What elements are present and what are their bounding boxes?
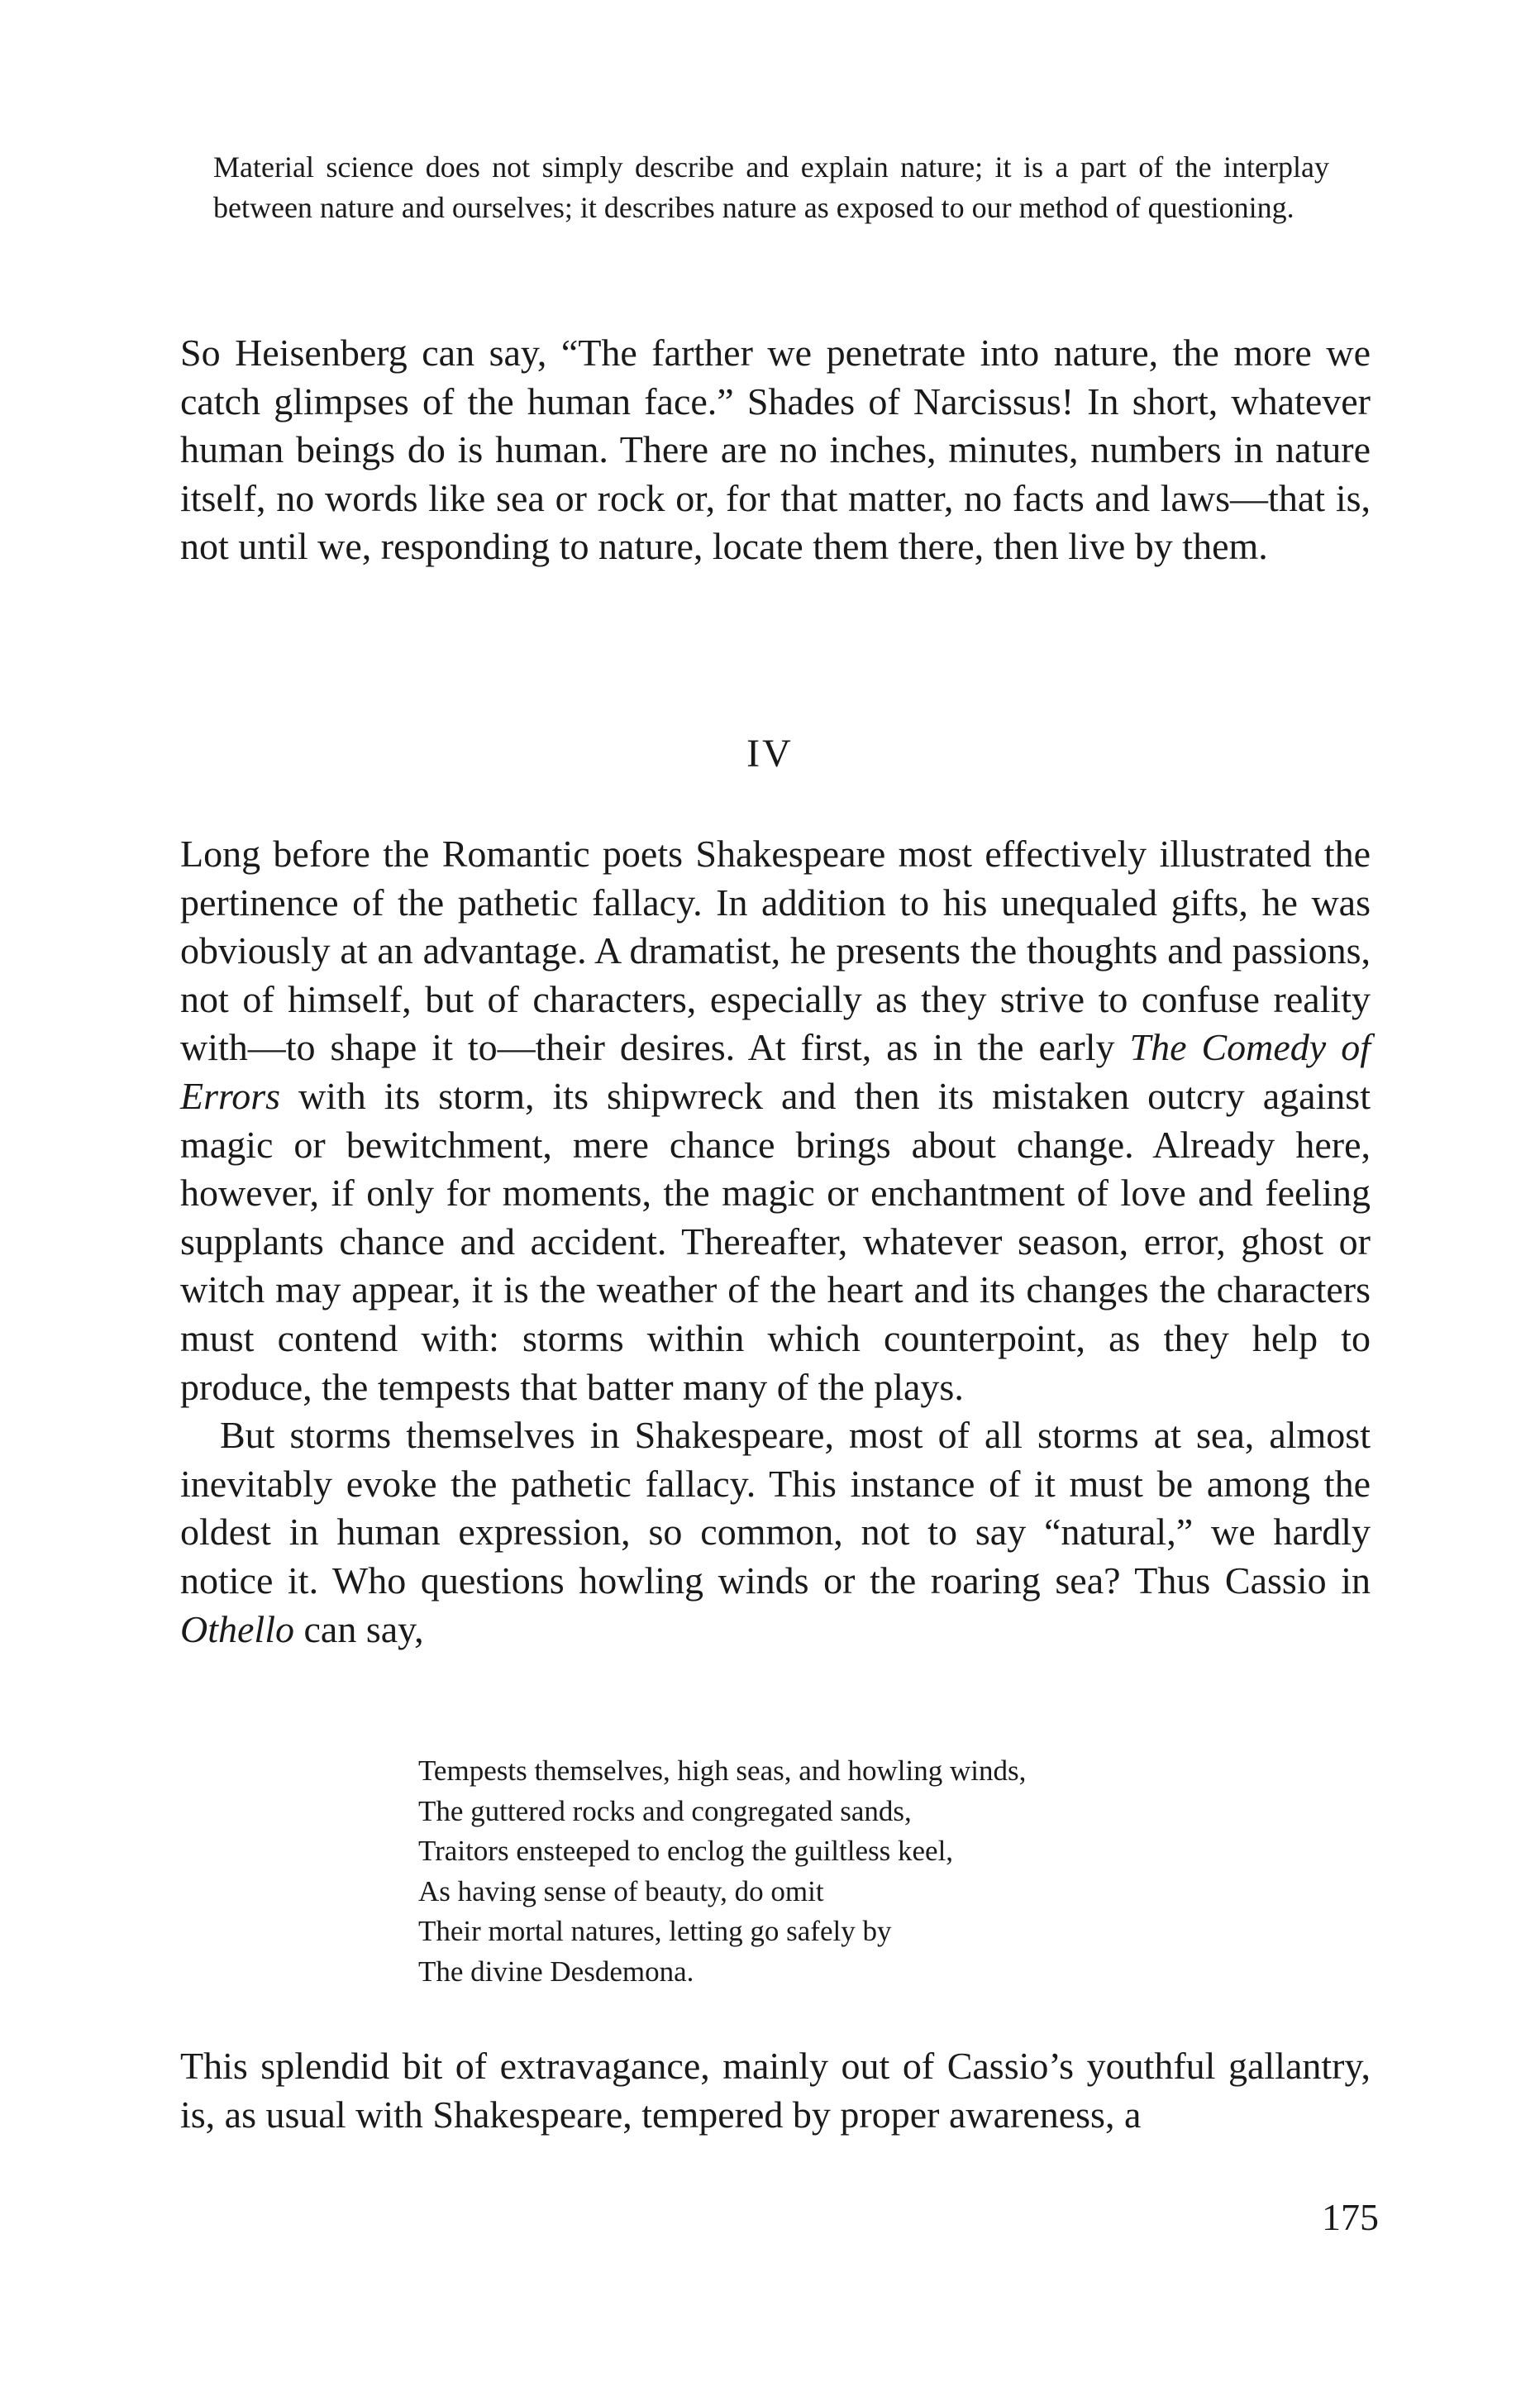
verse-line: The guttered rocks and congregated sands, [418,1794,912,1827]
verse-line: Traitors ensteeped to enclog the guiltless keel, [418,1835,954,1868]
paragraph-cassio [180,2042,1371,2139]
verse-line: Tempests themselves, high seas, and howling winds, [418,1754,1027,1787]
verse-line: As having sense of beauty, do omit [418,1874,824,1907]
verse-line: Their mortal natures, letting go safely by [418,1915,892,1948]
play-title: Othello [180,1607,294,1650]
block-quote: Material science does not simply describe and explain nature; it is a part of the interplay between nature and ourselves; it describes nature as exposed to our method of questioning. [213,150,1329,224]
paragraph-shakespeare [180,830,1371,1654]
paragraph-text: Long before the Romantic poets Shakespeare most effectively illustrated the pertinence of the pathetic fallacy. In addition to his unequaled gifts, he was obviously at an advantage. A dramatist, he presents the thoughts and passions, not of himself, but of characters, especially as they strive to confuse reality with—to shape it to—their desires. At first, as in the early [180,833,1371,1069]
paragraph-text: with its storm, its shipwreck and then its mistaken outcry against magic or bewitchment, mere chance brings about change. Already here, however, if only for moments, the magic or enchantment of love and feeling supplants chance and accident. Thereafter, whatever season, error, ghost or witch may appear, it is the weather of the heart and its changes the characters must contend with: storms within which counterpoint, as they help to produce, the tempests that batter many of the plays. [180,1074,1371,1408]
page-number: 175 [1322,2196,1379,2238]
paragraph-text: But storms themselves in Shakespeare, most of all storms at sea, almost inevitably evoke the pathetic fallacy. This instance of it must be among the oldest in human expression, so common, not to say “natural,” we hardly notice it. Who questions howling winds or the roaring sea? Thus Cassio in [180,1414,1371,1602]
play-title: The Comedy of Errors [180,1026,1371,1117]
paragraph-text: can say, [293,1607,424,1650]
paragraph-text: So Heisenberg can say, “The farther we penetrate into nature, the more we catch glimpses of the human face.” Shades of Narcissus! In short, whatever human beings do is human. There are no inches, minutes, numbers in nature itself, no words like sea or rock or, for that matter, no facts and laws—that is, not until we, responding to nature, locate them there, then live by them. [180,332,1371,568]
paragraph-text: This splendid bit of extravagance, mainly out of Cassio’s youthful gallantry, is, as usual with Shakespeare, tempered by proper awareness, a [180,2045,1371,2136]
verse-quote [418,1751,1286,1993]
paragraph-heisenberg [180,329,1371,571]
section-heading: IV [746,732,794,776]
verse-line: The divine Desdemona. [418,1955,694,1988]
